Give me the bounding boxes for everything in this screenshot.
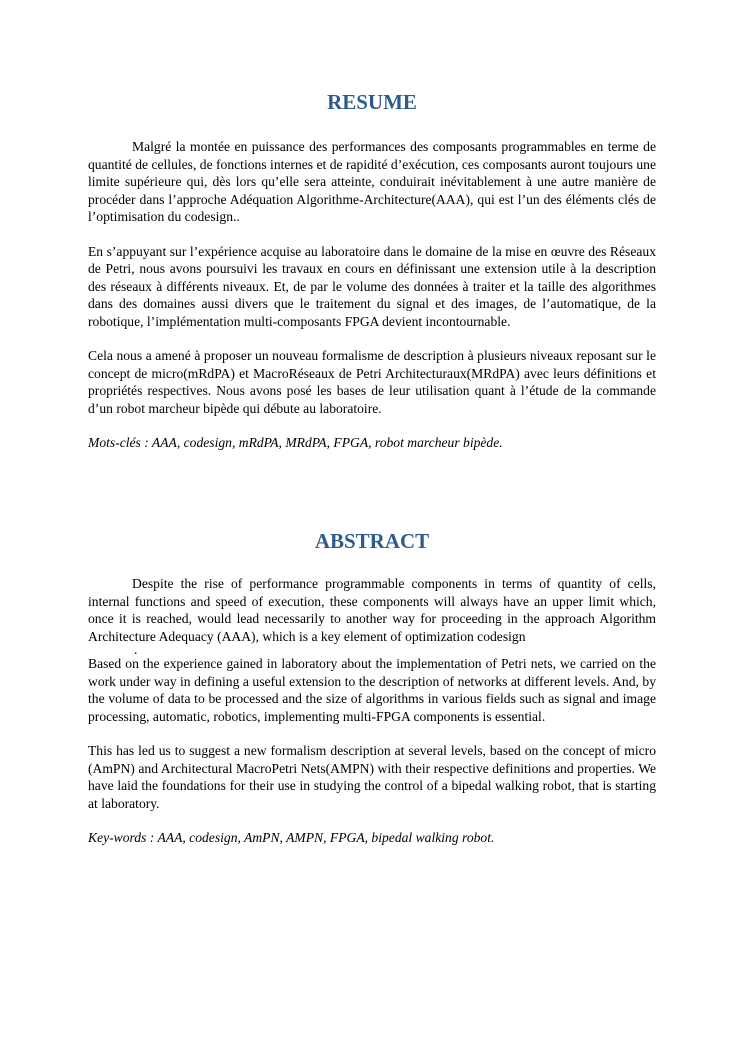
abstract-title: ABSTRACT — [314, 529, 430, 553]
resume-keywords: Mots-clés : AAA, codesign, mRdPA, MRdPA, FPGA, robot marcheur bipède. — [88, 435, 503, 450]
abstract-paragraph-3: This has led us to suggest a new formalism description at several levels, based on the concept of micro (AmPN) and Architectural MacroPetri Nets(AMPN) with their respective definitions and properties. We have laid the foundations for their use in studying the control of a bipedal walking robot, that is starting at laboratory. — [88, 743, 656, 811]
abstract-paragraph-2: Based on the experience gained in laboratory about the implementation of Petri nets, we carried on the work under way in defining a useful extension to the description of networks at different levels. And, by the volume of data to be processed and the size of algorithms in various fields such as signal and image processing, automatic, robotics, implementing multi-FPGA components is essential. — [88, 656, 656, 724]
abstract-keywords: Key-words : AAA, codesign, AmPN, AMPN, FPGA, bipedal walking robot. — [88, 830, 495, 845]
stray-dot: . — [134, 642, 138, 657]
resume-section — [88, 90, 656, 452]
resume-paragraph-1: Malgré la montée en puissance des performances des composants programmables en terme de quantité de cellules, de fonctions internes et de rapidité d’exécution, ces composants auront toujours une limite supérieure qui, dès lors qu’elle sera atteinte, conduirait inévitablement à une autre manière de procéder dans l’approche Adéquation Algorithme-Architecture(AAA), qui est l’un des éléments clés de l’optimisation du codesign.. — [88, 139, 656, 224]
resume-title: RESUME — [327, 90, 417, 114]
resume-paragraph-3: Cela nous a amené à proposer un nouveau formalisme de description à plusieurs niveaux reposant sur le concept de micro(mRdPA) et MacroRéseaux de Petri Architecturaux(MRdPA) avec leurs définitions et propriétés respectives. Nous avons posé les bases de leur utilisation quant à l’étude de la commande d’un robot marcheur bipède qui débute au laboratoire. — [88, 348, 656, 416]
abstract-section — [88, 529, 656, 847]
resume-paragraph-2: En s’appuyant sur l’expérience acquise au laboratoire dans le domaine de la mise en œuvre des Réseaux de Petri, nous avons poursuivi les travaux en cours en définissant une extension utile à la description des réseaux à différents niveaux. Et, de par le volume des données à traiter et la taille des algorithmes dans des domaines aussi divers que le traitement du signal et des images, de l’automatique, de la robotique, l’implémentation multi-composants FPGA devient incontournable. — [88, 243, 656, 329]
abstract-paragraph-1: Despite the rise of performance programmable components in terms of quantity of cells, internal functions and speed of execution, these components will always have an upper limit which, once it is reached, would lead necessarily to another way for proceeding in the approach Algorithm Architecture Adequacy (AAA), which is a key element of optimization codesign — [88, 576, 656, 644]
